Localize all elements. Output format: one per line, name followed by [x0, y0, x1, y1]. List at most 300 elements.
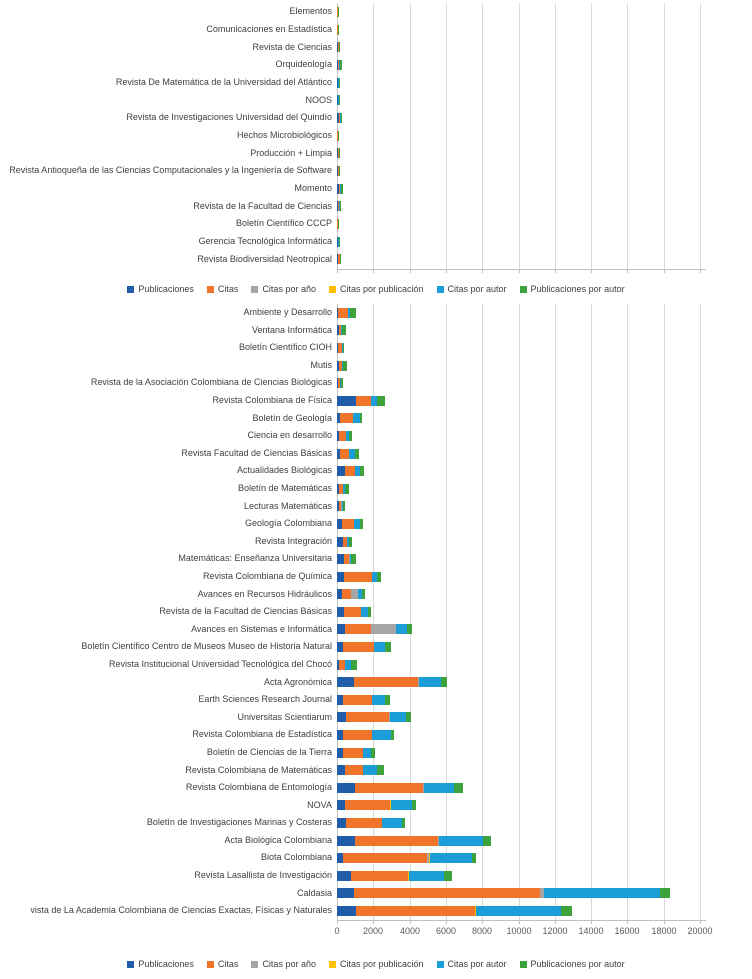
stacked-bar	[337, 853, 476, 863]
stacked-bar	[337, 695, 390, 705]
bar-row	[0, 392, 752, 410]
bar-row	[0, 21, 752, 39]
stacked-bar	[337, 660, 357, 670]
stacked-bar	[337, 184, 343, 194]
category-label: Revista de la Facultad de Ciencias Básicas	[159, 606, 332, 617]
bar-row	[0, 867, 752, 885]
category-label: Revista de Ciencias	[252, 41, 332, 52]
stacked-bar	[337, 78, 339, 88]
bar-segment-publicaciones-por-autor	[338, 7, 339, 17]
bar-row	[0, 849, 752, 867]
bar-segment-citas	[355, 836, 438, 846]
stacked-bar	[337, 624, 412, 634]
plot-area	[337, 814, 752, 832]
bar-segment-publicaciones-por-autor	[341, 378, 343, 388]
bar-row	[0, 814, 752, 832]
stacked-bar	[337, 589, 365, 599]
stacked-bar	[337, 325, 346, 335]
stacked-bar	[337, 95, 339, 105]
bar-row	[0, 339, 752, 357]
x-tick-label: 6000	[435, 926, 457, 936]
legend-marker-citas-por-ano	[251, 286, 258, 293]
x-axis-tick	[700, 920, 701, 924]
bar-segment-publicaciones-por-autor	[341, 184, 343, 194]
bar-segment-publicaciones-por-autor	[350, 308, 356, 318]
stacked-bar	[337, 712, 411, 722]
bar-segment-publicaciones	[337, 712, 346, 722]
plot-area	[337, 849, 752, 867]
bar-row	[0, 515, 752, 533]
stacked-bar	[337, 888, 670, 898]
stacked-bar	[337, 113, 342, 123]
legend-marker-citas-por-autor	[437, 961, 444, 968]
legend-item-citas-por-publicacion	[329, 959, 424, 969]
x-axis-tick	[519, 920, 520, 924]
x-tick-label: 12000	[542, 926, 568, 936]
bar-row	[0, 568, 752, 586]
legend-label: Citas	[217, 284, 239, 294]
bar-segment-citas-por-autor	[363, 748, 371, 758]
category-label: Ciencia en desarrollo	[247, 430, 332, 441]
stacked-bar	[337, 42, 340, 52]
bar-segment-publicaciones	[337, 572, 344, 582]
bar-segment-publicaciones-por-autor	[402, 818, 405, 828]
bar-segment-citas	[346, 818, 382, 828]
bar-segment-citas	[355, 783, 423, 793]
bar-segment-publicaciones-por-autor	[339, 237, 340, 247]
stacked-bar	[337, 201, 341, 211]
plot-area	[337, 180, 752, 198]
bar-segment-publicaciones-por-autor	[355, 449, 359, 459]
plot-area	[337, 568, 752, 586]
category-label: Revista de la Facultad de Ciencias	[193, 200, 332, 211]
bar-segment-publicaciones	[337, 836, 355, 846]
bar-segment-citas	[345, 466, 355, 476]
plot-area	[337, 392, 752, 410]
bar-row	[0, 74, 752, 92]
bar-segment-publicaciones-por-autor	[385, 695, 390, 705]
bar-segment-publicaciones-por-autor	[340, 254, 341, 264]
legend-marker-citas-por-autor	[437, 286, 444, 293]
stacked-bar	[337, 308, 356, 318]
stacked-bar	[337, 554, 356, 564]
bar-segment-citas	[343, 748, 363, 758]
bar-segment-publicaciones-por-autor	[339, 42, 340, 52]
bar-row	[0, 691, 752, 709]
stacked-bar	[337, 7, 338, 17]
bar-segment-citas-por-autor	[363, 765, 377, 775]
bar-segment-citas	[343, 695, 371, 705]
plot-area	[337, 621, 752, 639]
category-label: Producción + Limpia	[250, 147, 332, 158]
bar-segment-citas	[356, 396, 371, 406]
bar-segment-publicaciones-por-autor	[444, 871, 452, 881]
bar-segment-citas	[342, 519, 354, 529]
bar-segment-citas-por-ano	[351, 589, 358, 599]
bar-segment-citas	[343, 642, 373, 652]
x-axis-tick	[446, 920, 447, 924]
bar-row	[0, 215, 752, 233]
stacked-bar	[337, 818, 405, 828]
x-axis-tick	[700, 269, 701, 273]
bar-row	[0, 638, 752, 656]
bar-segment-citas-por-autor	[390, 712, 406, 722]
plot-area	[337, 162, 752, 180]
bar-segment-publicaciones-por-autor	[338, 131, 339, 141]
legend-marker-citas-por-publicacion	[329, 286, 336, 293]
stacked-bar	[337, 466, 364, 476]
bar-row	[0, 885, 752, 903]
legend-label: Citas	[217, 959, 239, 969]
bar-row	[0, 797, 752, 815]
bar-segment-publicaciones-por-autor	[349, 537, 352, 547]
bar-row	[0, 38, 752, 56]
stacked-bar	[337, 449, 359, 459]
bar-row	[0, 709, 752, 727]
plot-area	[337, 445, 752, 463]
bar-segment-publicaciones	[337, 800, 345, 810]
plot-area	[337, 215, 752, 233]
bar-segment-citas-por-autor	[409, 871, 444, 881]
bar-row	[0, 198, 752, 216]
stacked-bar	[337, 396, 385, 406]
bar-row	[0, 109, 752, 127]
category-label: Revista Biodiversidad Neotropical	[197, 253, 332, 264]
bar-segment-citas	[345, 765, 363, 775]
bar-segment-publicaciones	[337, 624, 345, 634]
bar-segment-citas-por-autor	[391, 800, 413, 810]
plot-area	[337, 56, 752, 74]
legend-label: Publicaciones	[138, 959, 194, 969]
bar-segment-citas-por-autor	[419, 677, 441, 687]
bar-segment-publicaciones-por-autor	[406, 712, 411, 722]
bar-segment-publicaciones	[337, 607, 344, 617]
bar-segment-publicaciones-por-autor	[360, 519, 363, 529]
bar-segment-publicaciones-por-autor	[371, 748, 375, 758]
category-label: NOOS	[305, 94, 332, 105]
bar-segment-citas	[344, 607, 361, 617]
bar-segment-publicaciones	[337, 888, 354, 898]
legend-item-citas	[207, 284, 239, 294]
bar-segment-citas	[338, 308, 348, 318]
bar-segment-publicaciones-por-autor	[342, 325, 345, 335]
bar-segment-publicaciones-por-autor	[483, 836, 492, 846]
plot-area	[337, 38, 752, 56]
bar-row	[0, 480, 752, 498]
bar-segment-publicaciones-por-autor	[360, 466, 365, 476]
x-tick-label: 0	[334, 926, 340, 936]
plot-area	[337, 322, 752, 340]
stacked-bar	[337, 343, 344, 353]
stacked-bar	[337, 607, 371, 617]
plot-area	[337, 761, 752, 779]
bar-segment-publicaciones	[337, 783, 355, 793]
stacked-bar	[337, 730, 394, 740]
bar-row	[0, 233, 752, 251]
bar-row	[0, 445, 752, 463]
bar-row	[0, 251, 752, 269]
bar-segment-citas	[346, 712, 389, 722]
category-label: Revista Colombiana de Matemáticas	[185, 764, 332, 775]
bar-segment-citas	[354, 677, 418, 687]
bar-segment-citas-por-autor	[372, 695, 384, 705]
bar-segment-publicaciones-por-autor	[360, 413, 362, 423]
top-chart-legend	[0, 283, 752, 295]
x-axis-tick	[664, 269, 665, 273]
bar-segment-publicaciones-por-autor	[351, 660, 356, 670]
bar-segment-publicaciones-por-autor	[454, 783, 463, 793]
bar-segment-publicaciones-por-autor	[339, 148, 340, 158]
bar-segment-publicaciones-por-autor	[377, 396, 386, 406]
legend-marker-publicaciones-por-autor	[520, 286, 527, 293]
bar-segment-citas	[345, 800, 390, 810]
stacked-bar	[337, 361, 347, 371]
plot-area	[337, 744, 752, 762]
plot-area	[337, 638, 752, 656]
plot-area	[337, 902, 752, 920]
bar-segment-citas-por-autor	[476, 906, 561, 916]
x-axis-tick	[337, 920, 338, 924]
plot-area	[337, 586, 752, 604]
bar-row	[0, 357, 752, 375]
bar-row	[0, 145, 752, 163]
plot-area	[337, 427, 752, 445]
plot-area	[337, 74, 752, 92]
bar-row	[0, 533, 752, 551]
plot-area	[337, 145, 752, 163]
plot-area	[337, 867, 752, 885]
legend-marker-citas	[207, 961, 214, 968]
category-label: Actualidades Biológicas	[236, 465, 332, 476]
category-label: Ambiente y Desarrollo	[243, 307, 332, 318]
category-label: Momento	[294, 183, 332, 193]
stacked-bar	[337, 871, 452, 881]
bar-segment-publicaciones-por-autor	[343, 343, 344, 353]
bar-segment-citas	[343, 730, 371, 740]
category-label: Revista de Investigaciones Universidad del Quindío	[126, 112, 332, 123]
category-label: Hechos Microbiológicos	[236, 129, 332, 140]
x-axis-tick	[555, 920, 556, 924]
bar-segment-publicaciones-por-autor	[377, 765, 384, 775]
legend-label: Citas por publicación	[339, 284, 424, 294]
bar-segment-publicaciones-por-autor	[368, 607, 371, 617]
bar-segment-publicaciones-por-autor	[362, 589, 365, 599]
bottom-chart-legend	[0, 958, 752, 970]
bar-row	[0, 902, 752, 920]
bar-row	[0, 410, 752, 428]
bar-segment-citas-por-autor	[544, 888, 661, 898]
x-axis-tick	[627, 269, 628, 273]
plot-area	[337, 603, 752, 621]
legend-label: Publicaciones	[138, 284, 194, 294]
bar-row	[0, 498, 752, 516]
category-label: Revista De Matemática de la Universidad del Atlántico	[115, 76, 332, 87]
bar-segment-citas	[340, 413, 353, 423]
bar-row	[0, 462, 752, 480]
category-label: Biota Colombiana	[260, 852, 332, 863]
legend-label: Citas por publicación	[339, 959, 424, 969]
bar-segment-citas	[344, 572, 372, 582]
legend-label: Citas por año	[262, 284, 316, 294]
category-label: Revista Integración	[254, 535, 332, 546]
stacked-bar	[337, 677, 447, 687]
plot-area	[337, 374, 752, 392]
x-tick-label: 14000	[578, 926, 604, 936]
x-axis-line	[337, 920, 706, 921]
bar-row	[0, 180, 752, 198]
bar-segment-citas-por-autor	[424, 783, 454, 793]
bar-row	[0, 304, 752, 322]
legend-item-citas-por-publicacion	[329, 284, 424, 294]
category-label: Revista Colombiana de Física	[212, 395, 332, 406]
stacked-bar	[337, 501, 345, 511]
bar-segment-publicaciones-por-autor	[343, 501, 345, 511]
category-label: Revista Antioqueña de las Ciencias Computacionales y la Ingeniería de Software	[9, 165, 332, 176]
x-axis-tick	[337, 269, 338, 273]
category-label: Boletín de Matemáticas	[237, 483, 332, 494]
plot-area	[337, 109, 752, 127]
plot-area	[337, 462, 752, 480]
bar-row	[0, 726, 752, 744]
stacked-bar	[337, 254, 341, 264]
plot-area	[337, 709, 752, 727]
category-label: Elementos	[289, 6, 332, 17]
category-label: Earth Sciences Research Journal	[198, 694, 332, 705]
plot-area	[337, 832, 752, 850]
plot-area	[337, 656, 752, 674]
bar-segment-publicaciones-por-autor	[349, 431, 352, 441]
bar-row	[0, 127, 752, 145]
plot-area	[337, 251, 752, 269]
bar-row	[0, 603, 752, 621]
legend-label: Citas por autor	[447, 284, 507, 294]
stacked-bar	[337, 783, 463, 793]
bar-segment-citas-por-autor	[372, 730, 390, 740]
bar-segment-publicaciones	[337, 677, 354, 687]
category-label: Ventana Informática	[251, 324, 332, 335]
bar-segment-citas-por-autor	[430, 853, 472, 863]
plot-area	[337, 127, 752, 145]
category-label: NOVA	[307, 799, 332, 810]
bar-row	[0, 162, 752, 180]
legend-marker-citas-por-ano	[251, 961, 258, 968]
category-label: vista de La Academia Colombiana de Ciencias Exactas, Físicas y Naturales	[30, 905, 332, 916]
bar-row	[0, 656, 752, 674]
category-label: Boletín de Investigaciones Marinas y Costeras	[146, 817, 332, 828]
bar-segment-citas	[342, 589, 351, 599]
category-label: Boletín Científico Centro de Museos Museo de Historia Natural	[81, 641, 332, 652]
x-tick-label: 20000	[687, 926, 713, 936]
bar-row	[0, 744, 752, 762]
x-axis-tick	[591, 920, 592, 924]
x-tick-label: 2000	[362, 926, 384, 936]
bar-segment-publicaciones	[337, 906, 356, 916]
stacked-bar	[337, 748, 375, 758]
top-chart	[0, 3, 752, 283]
x-axis-tick	[446, 269, 447, 273]
bar-segment-publicaciones-por-autor	[338, 25, 339, 35]
bar-segment-publicaciones-por-autor	[385, 642, 391, 652]
bar-segment-publicaciones-por-autor	[407, 624, 412, 634]
plot-area	[337, 797, 752, 815]
bar-row	[0, 621, 752, 639]
bar-segment-citas	[340, 449, 349, 459]
bar-segment-publicaciones-por-autor	[441, 677, 447, 687]
stacked-bar	[337, 413, 362, 423]
stacked-bar	[337, 378, 343, 388]
category-label: Boletín Científico CIOH	[238, 342, 332, 353]
bar-segment-citas	[345, 624, 370, 634]
category-label: Avances en Recursos Hidráulicos	[197, 588, 332, 599]
bar-row	[0, 374, 752, 392]
category-label: Revista Facultad de Ciencias Básicas	[181, 447, 332, 458]
bar-segment-citas	[343, 853, 426, 863]
bar-row	[0, 673, 752, 691]
category-label: Revista Lasallista de Investigación	[194, 870, 332, 881]
stacked-bar	[337, 800, 416, 810]
bar-segment-publicaciones-por-autor	[339, 166, 340, 176]
x-tick-label: 16000	[614, 926, 640, 936]
plot-area	[337, 550, 752, 568]
bar-segment-publicaciones-por-autor	[340, 60, 342, 70]
stacked-bar	[337, 765, 384, 775]
plot-area	[337, 357, 752, 375]
bar-row	[0, 779, 752, 797]
stacked-bar	[337, 219, 338, 229]
category-label: Universitas Scientiarum	[237, 711, 332, 722]
legend-item-publicaciones-por-autor	[520, 959, 625, 969]
bar-segment-publicaciones	[337, 765, 345, 775]
category-label: Matemáticas: Enseñanza Universitaria	[178, 553, 332, 564]
category-label: Gerencia Tecnológica Informática	[198, 236, 332, 247]
bar-segment-publicaciones-por-autor	[339, 78, 340, 88]
category-label: Revista Colombiana de Entomología	[185, 782, 332, 793]
category-label: Geología Colombiana	[244, 518, 332, 529]
plot-area	[337, 233, 752, 251]
bar-row	[0, 832, 752, 850]
legend-item-citas-por-autor	[437, 284, 507, 294]
plot-area	[337, 339, 752, 357]
bar-segment-citas-por-autor	[374, 642, 385, 652]
stacked-bar	[337, 836, 491, 846]
x-axis-line	[337, 269, 706, 270]
category-label: Boletín de Geología	[252, 412, 332, 423]
bar-segment-publicaciones	[337, 554, 344, 564]
stacked-bar	[337, 25, 338, 35]
stacked-bar	[337, 642, 391, 652]
legend-label: Citas por año	[262, 959, 316, 969]
bar-row	[0, 586, 752, 604]
plot-area	[337, 726, 752, 744]
category-label: Revista Colombiana de Estadística	[192, 729, 332, 740]
x-axis-tick	[373, 920, 374, 924]
bar-segment-publicaciones-por-autor	[343, 361, 346, 371]
bar-row	[0, 56, 752, 74]
stacked-bar	[337, 484, 349, 494]
bottom-chart	[0, 304, 752, 956]
bar-segment-citas	[339, 431, 346, 441]
stacked-bar	[337, 60, 342, 70]
plot-area	[337, 498, 752, 516]
bar-segment-publicaciones-por-autor	[340, 201, 341, 211]
bar-row	[0, 761, 752, 779]
plot-area	[337, 91, 752, 109]
category-label: Comunicaciones en Estadística	[206, 23, 332, 34]
x-axis-tick	[373, 269, 374, 273]
bar-segment-citas	[351, 871, 408, 881]
category-label: Revista de la Asociación Colombiana de Ciencias Biológicas	[90, 377, 332, 388]
stacked-bar	[337, 537, 352, 547]
